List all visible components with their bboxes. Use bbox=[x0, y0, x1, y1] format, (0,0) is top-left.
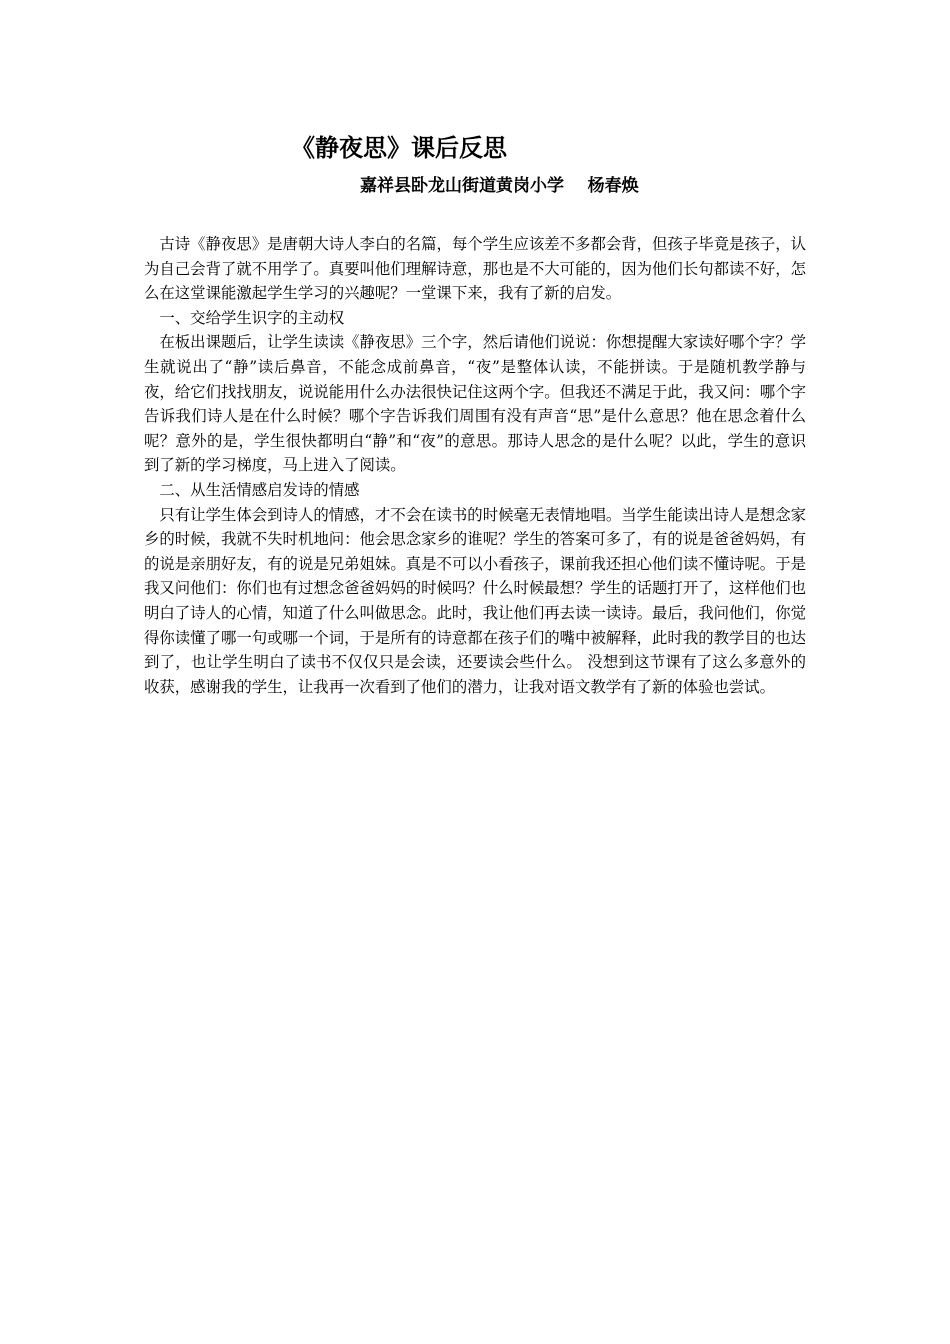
section-1-paragraph: 在板出课题后，让学生读读《静夜思》三个字，然后请他们说说：你想提醒大家读好哪个字？学生就说出了“静”读后鼻音，不能念成前鼻音，“夜”是整体认读，不能拼读。于是随机教学静与夜，给它们找找朋友，说说能用什么办法很快记住这两个字。但我还不满足于此，我又问：哪个字告诉我们诗人是在什么时候？哪个字告诉我们周围有没有声音“思”是什么意思？他在思念着什么呢？意外的是，学生很快都明白“静”和“夜”的意思。那诗人思念的是什么呢？以此，学生的意识到了新的学习梯度，马上进入了阅读。 bbox=[144, 333, 806, 475]
section-heading-2: 二、从生活情感启发诗的情感 bbox=[159, 480, 360, 499]
author-byline: 嘉祥县卧龙山街道黄岗小学 杨春焕 bbox=[360, 176, 639, 196]
section-heading-1: 一、交给学生识字的主动权 bbox=[159, 308, 345, 327]
section-2-paragraph: 只有让学生体会到诗人的情感，才不会在读书的时候毫无表情地唱。当学生能读出诗人是想念家乡的时候，我就不失时机地问：他会思念家乡的谁呢？学生的答案可多了，有的说是爸爸妈妈，有的说是亲朋好友，有的说是兄弟姐妹。真是不可以小看孩子，课前我还担心他们读不懂诗呢。于是我又问他们：你们也有过想念爸爸妈妈的时候吗？什么时候最想？学生的话题打开了，这样他们也明白了诗人的心情，知道了什么叫做思念。此时，我让他们再去读一读诗。最后，我问他们，你觉得你读懂了哪一句或哪一个词，于是所有的诗意都在孩子们的嘴中被解释，此时我的教学目的也达到了，也让学生明白了读书不仅仅只是会读，还要读会些什么。 没想到这节课有了这么多意外的收获，感谢我的学生，让我再一次看到了他们的潜力，让我对语文教学有了新的体验也尝试。 bbox=[144, 505, 806, 696]
document-body bbox=[144, 232, 806, 699]
page-title: 《静夜思》课后反思 bbox=[291, 134, 507, 162]
intro-paragraph: 古诗《静夜思》是唐朝大诗人李白的名篇，每个学生应该差不多都会背，但孩子毕竟是孩子，认为自己会背了就不用学了。真要叫他们理解诗意，那也是不大可能的，因为他们长句都读不好，怎么在这堂课能激起学生学习的兴趣呢？一堂课下来，我有了新的启发。 bbox=[144, 235, 806, 303]
